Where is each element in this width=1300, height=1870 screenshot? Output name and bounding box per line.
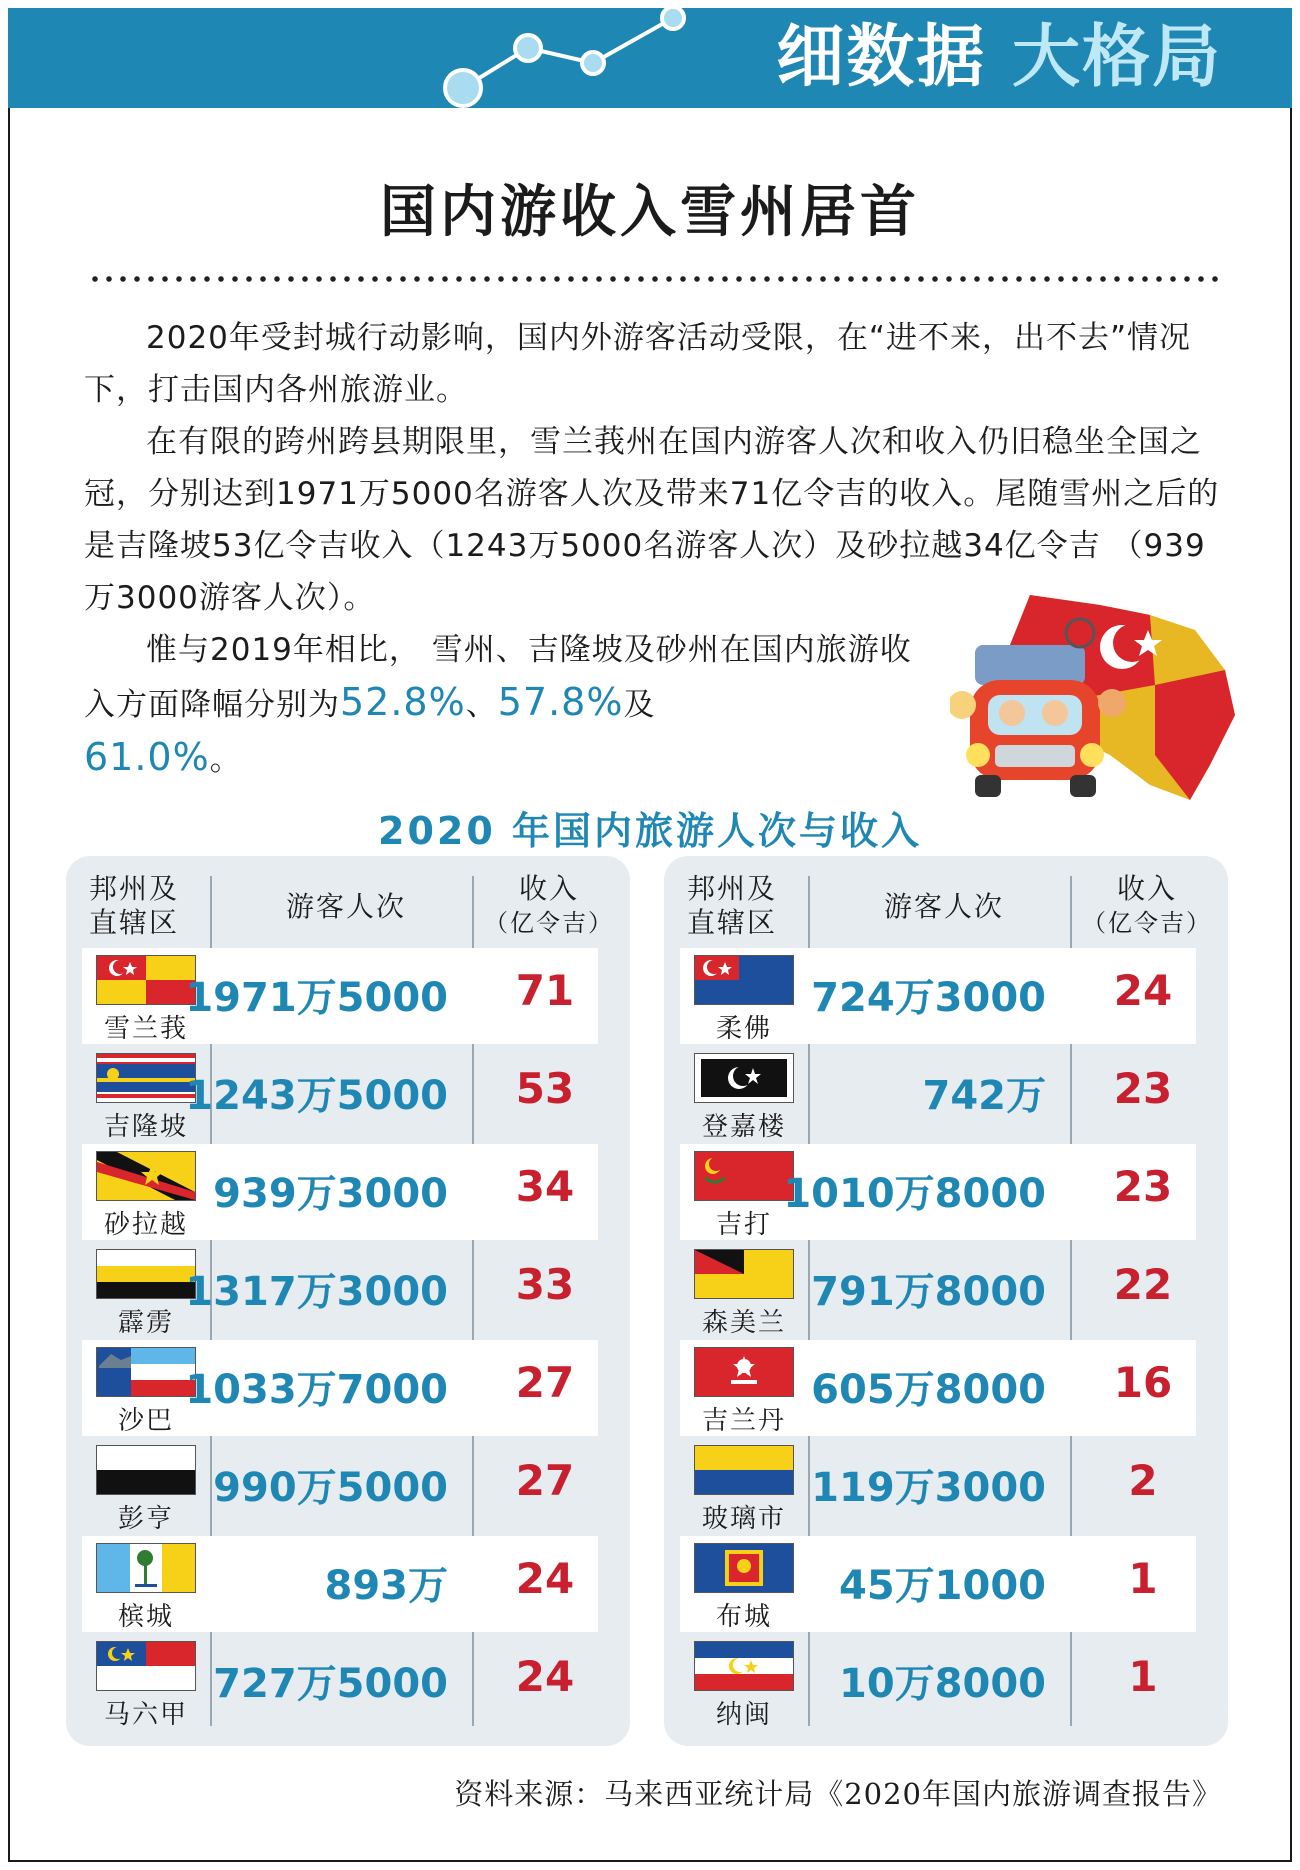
- state-name: 砂拉越: [103, 1210, 188, 1240]
- visitor-count: 727万5000: [213, 1661, 448, 1707]
- col-state-header: [672, 872, 792, 940]
- revenue-value: 24: [1113, 966, 1173, 1015]
- table-row: [82, 1046, 598, 1142]
- state-name: 霹雳: [117, 1308, 174, 1338]
- paragraph-3-lead: 惟与2019年相比， 雪州、吉隆坡及砂州在国内旅游收入方面降幅分别为: [84, 632, 912, 723]
- revenue-value: 71: [515, 966, 575, 1015]
- revenue-value: 2: [1128, 1456, 1158, 1505]
- col-revenue-line2: （亿令吉）: [1082, 909, 1212, 937]
- dotted-divider: [88, 276, 1218, 282]
- visitor-count: 791万8000: [811, 1269, 1046, 1315]
- state-name: 纳闽: [715, 1700, 772, 1730]
- column-title-part1: 细数据: [776, 18, 987, 97]
- table-row: [680, 1340, 1196, 1436]
- col-visitors-header: 游客人次: [883, 890, 1004, 923]
- visitor-count: 1010万8000: [783, 1171, 1046, 1217]
- table-header: [66, 864, 630, 946]
- col-revenue-line1: 收入: [1116, 872, 1177, 905]
- column-title: [776, 18, 1222, 98]
- header-bar: [8, 8, 1292, 108]
- table-row: [680, 1144, 1196, 1240]
- pct-selangor: 52.8%: [340, 680, 466, 724]
- visitor-count: 893万: [324, 1563, 448, 1609]
- line-chart-icon: [428, 8, 708, 118]
- col-revenue-header: [1072, 872, 1222, 940]
- perak-flag: [96, 1249, 196, 1299]
- state-name: 沙巴: [117, 1406, 174, 1436]
- table-row: [680, 1046, 1196, 1142]
- revenue-value: 1: [1128, 1554, 1158, 1603]
- labuan-flag: [694, 1641, 794, 1691]
- table-row: [680, 1438, 1196, 1534]
- revenue-value: 24: [515, 1554, 575, 1603]
- col-state-line2: 直辖区: [686, 906, 777, 939]
- negeri-sembilan-flag: [694, 1249, 794, 1299]
- malacca-flag: [96, 1641, 196, 1691]
- visitor-count: 605万8000: [811, 1367, 1046, 1413]
- source-note: 资料来源：马来西亚统计局《2020年国内旅游调查报告》: [454, 1777, 1222, 1811]
- visitor-count: 939万3000: [213, 1171, 448, 1217]
- pahang-flag: [96, 1445, 196, 1495]
- sabah-flag: [96, 1347, 196, 1397]
- table-panel-right: [664, 856, 1228, 1746]
- table-row: [680, 1536, 1196, 1632]
- col-revenue-line2: （亿令吉）: [484, 909, 614, 937]
- table-header: [664, 864, 1228, 946]
- col-visitors-header: 游客人次: [285, 890, 406, 923]
- penang-flag: [96, 1543, 196, 1593]
- kelantan-flag: [694, 1347, 794, 1397]
- col-state-line1: 邦州及: [686, 872, 777, 905]
- separator: 、: [465, 687, 498, 723]
- table-row: [680, 1242, 1196, 1338]
- visitor-count: 990万5000: [213, 1465, 448, 1511]
- paragraph-1: 2020年受封城行动影响，国内外游客活动受限，在“进不来，出不去”情况下，打击国内各州旅游业。: [84, 320, 1192, 408]
- col-revenue-line1: 收入: [518, 872, 579, 905]
- perlis-flag: [694, 1445, 794, 1495]
- putrajaya-flag: [694, 1543, 794, 1593]
- state-name: 槟城: [117, 1602, 174, 1632]
- table-row: [82, 1438, 598, 1534]
- kuala-lumpur-flag: [96, 1053, 196, 1103]
- state-name: 马六甲: [103, 1700, 188, 1730]
- state-name: 彭亨: [117, 1504, 174, 1534]
- separator: 。: [209, 742, 242, 778]
- car-map-illustration: [950, 585, 1240, 815]
- revenue-value: 23: [1113, 1162, 1173, 1211]
- visitor-count: 1033万7000: [185, 1367, 448, 1413]
- state-name: 森美兰: [701, 1308, 786, 1338]
- state-name: 登嘉楼: [701, 1112, 786, 1142]
- paragraph-2: 在有限的跨州跨县期限里，雪兰莪州在国内游客人次和收入仍旧稳坐全国之冠，分别达到1971万5000名游客人次及带来71亿令吉的收入。尾随雪州之后的是吉隆坡53亿令吉收入（1243万5000名游客人次）及砂拉越34亿令吉 （939万3000游客人次）。: [84, 424, 1220, 616]
- table-row: [82, 1536, 598, 1632]
- table-row: [82, 1242, 598, 1338]
- paragraph-3: [84, 624, 924, 786]
- state-name: 吉打: [715, 1210, 772, 1240]
- selangor-flag: [96, 955, 196, 1005]
- visitor-count: 10万8000: [839, 1661, 1046, 1707]
- revenue-value: 27: [515, 1456, 575, 1505]
- revenue-value: 33: [515, 1260, 575, 1309]
- johor-flag: [694, 955, 794, 1005]
- visitor-count: 1243万5000: [185, 1073, 448, 1119]
- table-row: [82, 948, 598, 1044]
- table-row: [82, 1144, 598, 1240]
- column-title-part2: 大格局: [1011, 18, 1222, 97]
- table-row: [680, 1634, 1196, 1730]
- visitor-count: 1971万5000: [185, 975, 448, 1021]
- separator: 及: [623, 687, 656, 723]
- table-title: 2020 年国内旅游人次与收入: [378, 809, 922, 853]
- revenue-value: 27: [515, 1358, 575, 1407]
- col-state-header: [74, 872, 194, 940]
- visitor-count: 1317万3000: [185, 1269, 448, 1315]
- visitor-count: 742万: [922, 1073, 1046, 1119]
- table-row: [82, 1340, 598, 1436]
- col-state-line1: 邦州及: [88, 872, 179, 905]
- state-name: 玻璃市: [701, 1504, 786, 1534]
- kedah-flag: [694, 1151, 794, 1201]
- state-name: 雪兰莪: [103, 1014, 188, 1044]
- table-panel-left: [66, 856, 630, 1746]
- visitor-count: 119万3000: [811, 1465, 1046, 1511]
- revenue-value: 34: [515, 1162, 575, 1211]
- revenue-value: 24: [515, 1652, 575, 1701]
- pct-sarawak: 61.0%: [84, 735, 210, 779]
- visitor-count: 724万3000: [811, 975, 1046, 1021]
- headline: 国内游收入雪州居首: [380, 180, 920, 245]
- state-name: 柔佛: [715, 1014, 772, 1044]
- state-name: 吉兰丹: [701, 1406, 786, 1436]
- table-row: [82, 1634, 598, 1730]
- col-revenue-header: [474, 872, 624, 940]
- revenue-value: 53: [515, 1064, 575, 1113]
- revenue-value: 23: [1113, 1064, 1173, 1113]
- table-row: [680, 948, 1196, 1044]
- pct-kl: 57.8%: [497, 680, 624, 724]
- col-state-line2: 直辖区: [88, 906, 179, 939]
- revenue-value: 1: [1128, 1652, 1158, 1701]
- state-name: 布城: [715, 1602, 772, 1632]
- sarawak-flag: [96, 1151, 196, 1201]
- state-name: 吉隆坡: [103, 1112, 188, 1142]
- visitor-count: 45万1000: [839, 1563, 1046, 1609]
- terengganu-flag: [694, 1053, 794, 1103]
- revenue-value: 22: [1113, 1260, 1173, 1309]
- revenue-value: 16: [1113, 1358, 1173, 1407]
